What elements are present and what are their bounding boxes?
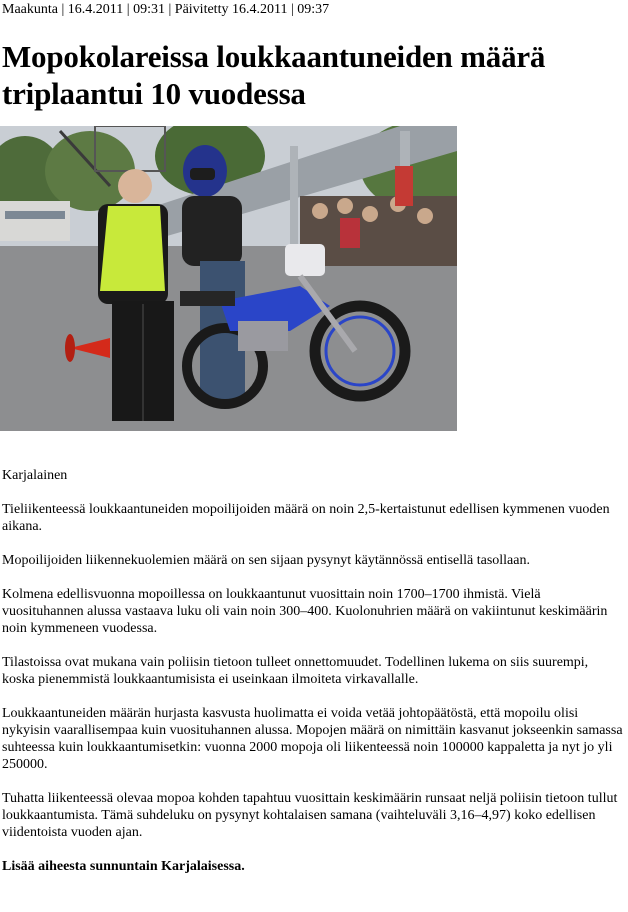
updated-label: Päivitetty [174,2,229,17]
article-photo [0,126,457,431]
paragraph-1: Tieliikenteessä loukkaantuneiden mopoilijoiden määrä on noin 2,5-kertaistunut edellisen kymmenen vuoden aikana. [2,502,610,534]
paragraph-6: Tuhatta liikenteessä olevaa mopoa kohden tapahtuu vuosittain keskimäärin runsaat neljä poliisin tietoon tullut loukkaantumista. Tämä suhdeluku on pysynyt kohtalaisen samana (vaihteluväli 3,16–4,97) koko edellisen viidentoista vuoden ajan. [2,791,618,840]
paragraph-3: Kolmena edellisvuonna mopoillessa on loukkaantunut vuosittain noin 1700–1700 ihmistä. Vielä vuosituhannen alussa vastaava luku oli vain noin 300–400. Kuolonuhrien määrä on vakiintunut keskimäärin noin kymmeneen vuodessa. [2,587,608,636]
article-source: Karjalainen [2,468,68,483]
updated-date: 16.4.2011 [231,2,288,17]
paragraph-4: Tilastoissa ovat mukana vain poliisin tietoon tulleet onnettomuudet. Todellinen lukema on siis suurempi, koska pienemmistä loukkaantumisista ei useinkaan ilmoiteta virkavallalle. [2,655,589,687]
section-link[interactable]: Maakunta [2,2,58,17]
article-body [2,467,624,875]
publish-time: 09:31 [133,2,165,17]
paragraph-2: Mopoilijoiden liikennekuolemien määrä on sen sijaan pysynyt käytännössä entisellä tasollaan. [2,553,530,568]
article-meta: Maakunta | 16.4.2011 | 09:31 | Päivitetty 16.4.2011 | 09:37 [2,2,330,17]
article-headline: Mopokolareissa loukkaantuneiden määrä triplaantui 10 vuodessa [2,39,546,111]
updated-time: 09:37 [297,2,330,17]
more-info-link[interactable]: Lisää aiheesta sunnuntain Karjalaisessa. [2,859,245,874]
photo-illustration [0,126,457,431]
publish-date: 16.4.2011 [67,2,124,17]
paragraph-5: Loukkaantuneiden määrän hurjasta kasvusta huolimatta ei voida vetää johtopäätöstä, että mopoilu olisi nykyisin vaarallisempaa kuin vuosituhannen alussa. Mopojen määrä on nimittäin kasvanut jokseenkin samassa suhteessa kuin loukkaantumisetkin: vuonna 2000 mopoja oli liikenteessä noin 100000 kappaletta ja nyt jo yli 250000. [2,706,623,772]
